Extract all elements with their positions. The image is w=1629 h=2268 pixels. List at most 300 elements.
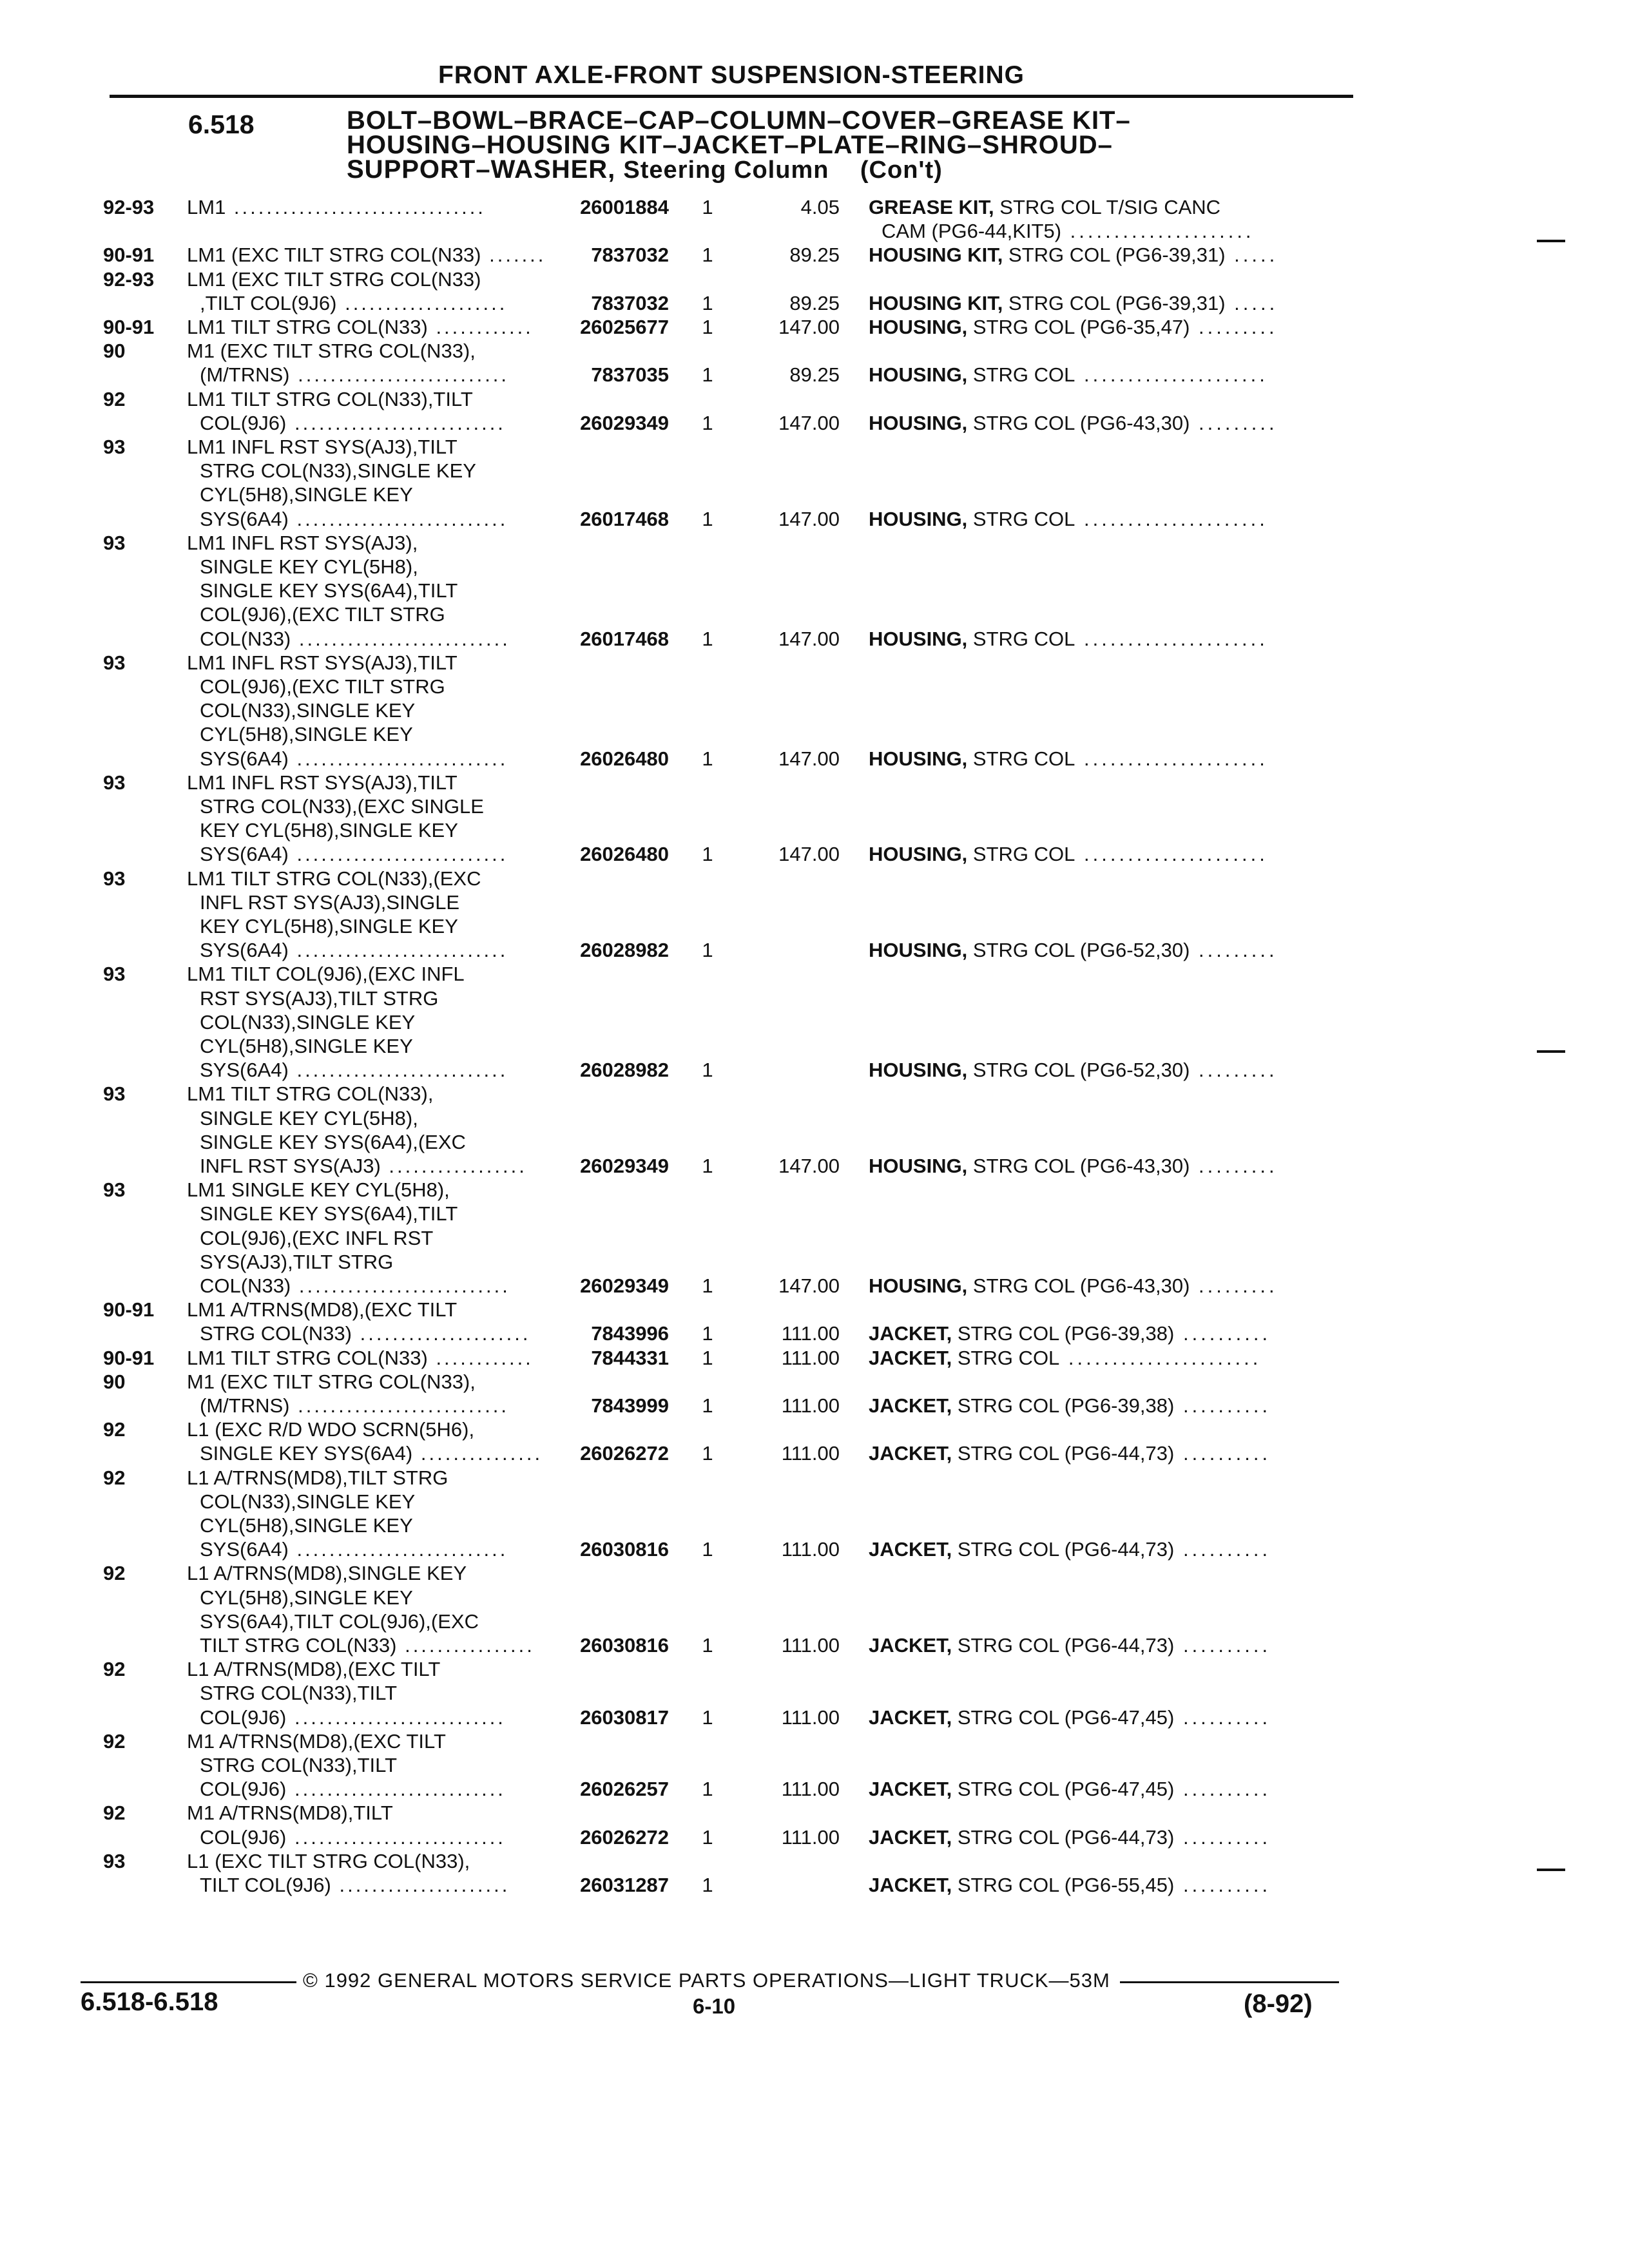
row-description-text: (M/TRNS) xyxy=(200,363,290,387)
table-row xyxy=(0,243,1629,267)
row-description-line xyxy=(200,1514,413,1537)
footer-copyright: © 1992 GENERAL MOTORS SERVICE PARTS OPERATIONS—LIGHT TRUCK—53M xyxy=(303,1969,1110,1992)
table-row xyxy=(0,867,1629,963)
table-row xyxy=(0,339,1629,387)
row-year: 92 xyxy=(103,1658,126,1681)
row-description-text: SYS(6A4),TILT COL(9J6),(EXC xyxy=(200,1610,479,1633)
row-year: 92 xyxy=(103,387,126,410)
row-description-line xyxy=(200,986,438,1010)
row-price: 111.00 xyxy=(781,1346,840,1369)
row-part-name-keyword: HOUSING, xyxy=(869,627,968,650)
row-part-name-text: STRG COL xyxy=(957,1346,1060,1369)
row-price: 89.25 xyxy=(789,244,840,267)
footer-rule-right xyxy=(1120,1981,1339,1983)
row-part-name xyxy=(869,938,1278,962)
row-description-line xyxy=(187,1561,467,1585)
row-part-name-text: STRG COL (PG6-39,38) xyxy=(957,1322,1175,1345)
row-quantity: 1 xyxy=(702,1394,713,1417)
row-description-text: LM1 TILT COL(9J6),(EXC INFL xyxy=(187,963,465,986)
row-year: 90-91 xyxy=(103,1298,155,1321)
row-part-number: 26029349 xyxy=(580,1154,669,1177)
leader-dots: ..................... xyxy=(1075,843,1268,866)
row-price: 147.00 xyxy=(778,411,840,434)
row-part-name xyxy=(869,1274,1278,1298)
row-description-line xyxy=(200,1154,527,1178)
section-title xyxy=(347,108,1313,182)
leader-dots: .......... xyxy=(1174,1394,1271,1417)
table-row xyxy=(0,387,1629,435)
leader-dots: .......................... xyxy=(289,363,510,387)
row-quantity: 1 xyxy=(702,1873,713,1896)
row-description-line xyxy=(200,1106,418,1130)
row-description-line xyxy=(200,890,459,914)
row-description-text: COL(N33),SINGLE KEY xyxy=(200,699,416,722)
row-description-line xyxy=(187,867,481,890)
row-description-line xyxy=(200,1010,415,1034)
leader-dots: .......... xyxy=(1174,1322,1271,1345)
row-part-name xyxy=(869,1321,1271,1345)
row-description-text: LM1 xyxy=(187,196,226,218)
row-part-name-text: STRG COL xyxy=(972,843,1075,866)
row-part-name-keyword: JACKET, xyxy=(869,1873,952,1896)
row-description-line xyxy=(200,627,510,651)
row-part-number: 26028982 xyxy=(580,1059,669,1082)
row-description-text: CYL(5H8),SINGLE KEY xyxy=(200,1586,413,1609)
leader-dots: ............ xyxy=(427,316,534,338)
row-description-text: RST SYS(AJ3),TILT STRG xyxy=(200,986,439,1010)
row-part-name xyxy=(869,627,1268,651)
row-year: 93 xyxy=(103,771,126,794)
row-description-text: STRG COL(N33),TILT xyxy=(200,1753,398,1776)
leader-dots: ................ xyxy=(396,1633,535,1657)
row-quantity: 1 xyxy=(702,1346,713,1369)
leader-dots: .......................... xyxy=(291,1274,510,1297)
leader-dots: ............ xyxy=(427,1346,534,1369)
row-description-text: LM1 A/TRNS(MD8),(EXC TILT xyxy=(187,1298,458,1321)
row-quantity: 1 xyxy=(702,1778,713,1801)
row-description-text: COL(N33),SINGLE KEY xyxy=(200,1010,416,1033)
row-description-text: LM1 TILT STRG COL(N33) xyxy=(187,1346,428,1369)
row-description-text: TILT STRG COL(N33) xyxy=(200,1633,397,1657)
leader-dots: ..... xyxy=(1225,291,1278,314)
leader-dots: .......................... xyxy=(288,939,508,962)
row-description-text: COL(9J6),(EXC TILT STRG xyxy=(200,675,445,698)
row-year: 90-91 xyxy=(103,316,155,338)
row-year: 92 xyxy=(103,1802,126,1825)
row-part-name-keyword: HOUSING, xyxy=(869,316,968,338)
row-description-line xyxy=(200,1753,397,1777)
row-part-number: 26029349 xyxy=(580,411,669,434)
row-part-number: 26025677 xyxy=(580,316,669,338)
leader-dots: ..................... xyxy=(351,1322,531,1345)
row-year: 93 xyxy=(103,651,126,674)
row-description-text: COL(9J6) xyxy=(200,1778,287,1801)
row-part-name-keyword: JACKET, xyxy=(869,1346,952,1369)
row-description-line xyxy=(200,363,509,387)
row-description-line xyxy=(200,1274,510,1298)
row-description-line xyxy=(200,1777,506,1801)
row-part-name-text: STRG COL xyxy=(972,747,1075,770)
row-part-name xyxy=(869,747,1268,771)
row-description-line xyxy=(200,1681,397,1705)
row-part-name-keyword: JACKET, xyxy=(869,1778,952,1801)
row-description-line xyxy=(187,531,418,555)
table-row xyxy=(0,315,1629,339)
row-quantity: 1 xyxy=(702,1706,713,1729)
row-description-line xyxy=(187,1178,450,1202)
row-description-line xyxy=(187,387,473,411)
row-description-line xyxy=(200,675,445,698)
row-price: 111.00 xyxy=(781,1442,840,1465)
leader-dots: ..... xyxy=(1225,244,1278,267)
row-description-text: SINGLE KEY SYS(6A4),TILT xyxy=(200,579,458,602)
row-description-text: LM1 TILT STRG COL(N33),TILT xyxy=(187,387,473,410)
leader-dots: ......... xyxy=(1190,1274,1278,1297)
row-part-number: 26026257 xyxy=(580,1778,669,1801)
row-part-name-text: STRG COL (PG6-43,30) xyxy=(972,1274,1190,1297)
row-description-line xyxy=(200,1394,509,1418)
row-part-number: 26026272 xyxy=(580,1825,669,1849)
row-description-line xyxy=(187,1082,433,1106)
row-part-name xyxy=(869,842,1268,866)
row-part-name xyxy=(869,1777,1271,1801)
row-description-text: L1 A/TRNS(MD8),TILT STRG xyxy=(187,1466,448,1489)
row-part-name xyxy=(869,195,1220,219)
row-description-text: LM1 TILT STRG COL(N33) xyxy=(187,316,428,338)
leader-dots: .......................... xyxy=(289,1394,510,1417)
row-part-name xyxy=(869,1825,1271,1849)
row-description-text: LM1 TILT STRG COL(N33), xyxy=(187,1082,434,1106)
row-description-text: LM1 INFL RST SYS(AJ3),TILT xyxy=(187,436,458,458)
table-row xyxy=(0,1178,1629,1298)
row-description-text: CYL(5H8),SINGLE KEY xyxy=(200,483,413,506)
row-part-number: 26030817 xyxy=(580,1706,669,1729)
row-part-name-text: STRG COL (PG6-44,73) xyxy=(957,1825,1175,1849)
leader-dots: ............................... xyxy=(226,196,486,218)
row-quantity: 1 xyxy=(702,411,713,434)
row-description-line xyxy=(200,722,413,746)
row-part-name xyxy=(869,1154,1278,1178)
row-description-text: ,TILT COL(9J6) xyxy=(200,291,337,314)
row-description-text: SINGLE KEY SYS(6A4) xyxy=(200,1442,413,1465)
row-description-text: L1 A/TRNS(MD8),SINGLE KEY xyxy=(187,1562,467,1585)
row-part-name-text: STRG COL (PG6-52,30) xyxy=(972,939,1190,962)
page-title: FRONT AXLE-FRONT SUSPENSION-STEERING xyxy=(438,61,1025,89)
row-description-text: M1 A/TRNS(MD8),TILT xyxy=(187,1802,393,1825)
row-price: 89.25 xyxy=(789,363,840,387)
row-price: 111.00 xyxy=(781,1825,840,1849)
row-description-line xyxy=(200,818,458,842)
row-description-text: KEY CYL(5H8),SINGLE KEY xyxy=(200,819,458,842)
row-quantity: 1 xyxy=(702,244,713,267)
row-part-name xyxy=(869,1706,1271,1729)
footer-section-range: 6.518-6.518 xyxy=(81,1988,218,2016)
row-price: 111.00 xyxy=(781,1394,840,1417)
table-row xyxy=(0,1418,1629,1465)
row-year: 92-93 xyxy=(103,196,155,218)
row-part-number: 26017468 xyxy=(580,627,669,650)
row-description-line xyxy=(200,842,508,866)
row-part-number: 26026480 xyxy=(580,747,669,770)
row-description-text: SYS(AJ3),TILT STRG xyxy=(200,1250,394,1273)
row-description-line xyxy=(200,1130,466,1154)
table-row xyxy=(0,1561,1629,1657)
row-description-line xyxy=(187,435,458,459)
row-description-text: COL(9J6) xyxy=(200,1825,287,1849)
row-part-name-keyword: HOUSING, xyxy=(869,843,968,866)
row-part-name-keyword: HOUSING, xyxy=(869,363,968,387)
row-price: 147.00 xyxy=(778,1274,840,1297)
row-part-name-keyword: HOUSING KIT, xyxy=(869,291,1003,314)
row-description-text: INFL RST SYS(AJ3),SINGLE xyxy=(200,890,460,914)
row-description-line xyxy=(187,1466,448,1490)
row-description-text: LM1 (EXC TILT STRG COL(N33) xyxy=(187,244,481,267)
section-title-suffix: Steering Column xyxy=(623,157,829,184)
row-part-name xyxy=(869,1873,1271,1897)
row-part-name-text: STRG COL (PG6-47,45) xyxy=(957,1706,1175,1729)
row-description-text: STRG COL(N33),SINGLE KEY xyxy=(200,459,476,483)
row-part-name-text: STRG COL xyxy=(972,363,1075,387)
row-part-name-text: STRG COL xyxy=(972,627,1075,650)
row-part-name xyxy=(869,315,1278,339)
row-quantity: 1 xyxy=(702,1154,713,1177)
row-description-line xyxy=(200,1537,508,1561)
footer-page-number: 6-10 xyxy=(693,1994,736,2018)
row-description-text: COL(9J6) xyxy=(200,411,287,434)
row-part-name-keyword: JACKET, xyxy=(869,1322,952,1345)
row-description-line xyxy=(200,1250,393,1274)
table-row xyxy=(0,1298,1629,1345)
row-price: 111.00 xyxy=(781,1538,840,1561)
row-description-line xyxy=(200,291,507,315)
section-title-line xyxy=(347,157,1313,182)
row-description-text: CYL(5H8),SINGLE KEY xyxy=(200,1034,413,1057)
row-quantity: 1 xyxy=(702,1538,713,1561)
row-part-number: 7837032 xyxy=(591,244,669,267)
table-row xyxy=(0,531,1629,651)
row-description-line xyxy=(187,1849,470,1873)
row-part-name-text: STRG COL (PG6-43,30) xyxy=(972,1154,1190,1177)
row-description-text: STRG COL(N33) xyxy=(200,1322,352,1345)
row-year: 92 xyxy=(103,1466,126,1489)
leader-dots: .......................... xyxy=(286,1706,506,1729)
row-description-line xyxy=(200,1321,530,1345)
leader-dots: .......... xyxy=(1174,1442,1271,1465)
leader-dots: .......................... xyxy=(288,1538,508,1561)
row-description-line xyxy=(187,1729,446,1753)
row-description-text: COL(9J6),(EXC INFL RST xyxy=(200,1226,434,1249)
row-description-text: SINGLE KEY SYS(6A4),(EXC xyxy=(200,1130,466,1153)
row-year: 90-91 xyxy=(103,1346,155,1369)
leader-dots: ..................... xyxy=(1075,627,1268,650)
row-part-name-keyword: HOUSING, xyxy=(869,1274,968,1297)
row-description-text: SINGLE KEY SYS(6A4),TILT xyxy=(200,1202,458,1225)
row-part-name xyxy=(869,243,1278,267)
row-part-name-keyword: JACKET, xyxy=(869,1394,952,1417)
row-quantity: 1 xyxy=(702,363,713,387)
row-description-text: LM1 TILT STRG COL(N33),(EXC xyxy=(187,867,481,890)
row-description-text: COL(N33) xyxy=(200,627,291,650)
row-year: 90 xyxy=(103,340,126,363)
row-part-name-text: STRG COL (PG6-35,47) xyxy=(972,316,1190,338)
table-row xyxy=(0,651,1629,771)
row-description-line xyxy=(200,794,484,818)
row-description-line xyxy=(200,1825,506,1849)
section-title-line: BOLT–BOWL–BRACE–CAP–COLUMN–COVER–GREASE KIT– xyxy=(347,106,1131,135)
row-description-line xyxy=(187,339,476,363)
row-description-text: M1 A/TRNS(MD8),(EXC TILT xyxy=(187,1729,446,1753)
row-description-text: TILT COL(9J6) xyxy=(200,1873,331,1896)
row-description-text: COL(N33),SINGLE KEY xyxy=(200,1490,416,1513)
table-row xyxy=(0,1729,1629,1802)
row-quantity: 1 xyxy=(702,1322,713,1345)
leader-dots: .......................... xyxy=(286,411,506,434)
row-quantity: 1 xyxy=(702,747,713,770)
margin-tick xyxy=(1537,240,1565,242)
row-description-text: CYL(5H8),SINGLE KEY xyxy=(200,1514,413,1537)
table-row xyxy=(0,771,1629,867)
row-description-text: COL(N33) xyxy=(200,1274,291,1297)
row-description-line xyxy=(200,747,508,771)
leader-dots: ................. xyxy=(380,1154,527,1177)
row-price: 111.00 xyxy=(781,1322,840,1345)
row-part-name xyxy=(869,1394,1271,1418)
row-part-number: 7837035 xyxy=(591,363,669,387)
row-description-line xyxy=(200,1586,413,1610)
header-rule xyxy=(110,95,1353,98)
row-description-text: L1 (EXC TILT STRG COL(N33), xyxy=(187,1849,470,1872)
row-description-line xyxy=(200,459,476,483)
row-description-line xyxy=(200,555,418,579)
table-row xyxy=(0,1801,1629,1849)
row-year: 92 xyxy=(103,1418,126,1441)
leader-dots: ......... xyxy=(1190,316,1278,338)
row-description-line xyxy=(200,698,415,722)
row-description-text: KEY CYL(5H8),SINGLE KEY xyxy=(200,914,458,937)
row-quantity: 1 xyxy=(702,1059,713,1082)
row-description-line xyxy=(200,1441,543,1465)
row-description-text: M1 (EXC TILT STRG COL(N33), xyxy=(187,1370,476,1393)
row-description-line xyxy=(200,1610,479,1633)
row-description-text: L1 A/TRNS(MD8),(EXC TILT xyxy=(187,1658,441,1681)
row-part-name xyxy=(869,1633,1271,1657)
row-part-name-text: STRG COL (PG6-43,30) xyxy=(972,411,1190,434)
row-part-name-text: STRG COL (PG6-44,73) xyxy=(957,1538,1175,1561)
row-quantity: 1 xyxy=(702,291,713,314)
row-part-number: 26026480 xyxy=(580,843,669,866)
margin-tick xyxy=(1537,1050,1565,1053)
row-description-line xyxy=(200,1226,433,1250)
row-year: 93 xyxy=(103,867,126,890)
leader-dots: ....... xyxy=(481,244,546,267)
row-part-name-text: STRG COL (PG6-52,30) xyxy=(972,1059,1190,1082)
row-description-line xyxy=(200,1633,535,1657)
row-quantity: 1 xyxy=(702,627,713,650)
row-description-line xyxy=(187,243,546,267)
row-description-text: SYS(6A4) xyxy=(200,507,289,530)
leader-dots: .......................... xyxy=(288,843,508,866)
row-part-number: 26029349 xyxy=(580,1274,669,1297)
row-part-name xyxy=(869,507,1268,531)
row-quantity: 1 xyxy=(702,1825,713,1849)
row-description-line xyxy=(200,507,508,531)
row-description-text: STRG COL(N33),(EXC SINGLE xyxy=(200,794,484,818)
row-price: 147.00 xyxy=(778,747,840,770)
row-part-name-keyword: HOUSING, xyxy=(869,507,968,530)
row-price: 111.00 xyxy=(781,1778,840,1801)
row-price: 111.00 xyxy=(781,1706,840,1729)
row-price: 111.00 xyxy=(781,1633,840,1657)
row-description-line xyxy=(200,483,413,506)
row-description-line xyxy=(200,579,458,602)
row-description-line xyxy=(187,1298,457,1321)
row-part-name xyxy=(869,1537,1271,1561)
row-part-name-text: STRG COL (PG6-39,38) xyxy=(957,1394,1175,1417)
leader-dots: .......................... xyxy=(288,507,508,530)
footer-date: (8-92) xyxy=(1244,1990,1313,2018)
leader-dots: .......... xyxy=(1174,1633,1271,1657)
row-part-name-text: CAM (PG6-44,KIT5) xyxy=(882,220,1062,243)
row-description-line xyxy=(187,1657,440,1681)
section-number: 6.518 xyxy=(188,110,255,139)
row-year: 93 xyxy=(103,1178,126,1202)
row-part-name-text: STRG COL T/SIG CANC xyxy=(999,196,1221,218)
leader-dots: .......... xyxy=(1174,1778,1271,1801)
row-description-text: LM1 SINGLE KEY CYL(5H8), xyxy=(187,1178,450,1202)
row-part-name-text: STRG COL (PG6-55,45) xyxy=(957,1873,1175,1896)
leader-dots: .......... xyxy=(1174,1538,1271,1561)
row-part-name-keyword: JACKET, xyxy=(869,1538,952,1561)
row-description-line xyxy=(187,1370,476,1394)
row-part-number: 26017468 xyxy=(580,507,669,530)
row-description-text: STRG COL(N33),TILT xyxy=(200,1682,398,1705)
row-price: 147.00 xyxy=(778,316,840,338)
row-description-line xyxy=(200,411,506,435)
leader-dots: .......................... xyxy=(288,1059,508,1082)
leader-dots: ......... xyxy=(1190,411,1278,434)
row-description-text: INFL RST SYS(AJ3) xyxy=(200,1154,381,1177)
row-description-text: COL(9J6),(EXC TILT STRG xyxy=(200,603,445,626)
row-part-name-keyword: JACKET, xyxy=(869,1825,952,1849)
row-part-name-keyword: GREASE KIT, xyxy=(869,196,994,218)
row-part-number: 26030816 xyxy=(580,1633,669,1657)
row-description-line xyxy=(187,1801,393,1825)
row-price: 147.00 xyxy=(778,843,840,866)
leader-dots: ...................... xyxy=(1059,1346,1262,1369)
row-quantity: 1 xyxy=(702,507,713,530)
row-part-name-text: STRG COL (PG6-39,31) xyxy=(1008,244,1226,267)
row-description-text: LM1 INFL RST SYS(AJ3),TILT xyxy=(187,771,458,794)
row-part-number: 26030816 xyxy=(580,1538,669,1561)
leader-dots: .......... xyxy=(1174,1825,1271,1849)
row-part-name-keyword: HOUSING, xyxy=(869,1154,968,1177)
row-description-text: SINGLE KEY CYL(5H8), xyxy=(200,1106,418,1129)
table-row xyxy=(0,1370,1629,1418)
row-part-name-keyword: HOUSING, xyxy=(869,747,968,770)
leader-dots: ......... xyxy=(1190,1059,1278,1082)
leader-dots: ..................... xyxy=(1075,363,1268,387)
row-part-number: 7843996 xyxy=(591,1322,669,1345)
footer-rule-left xyxy=(81,1981,296,1983)
row-description-line xyxy=(200,1706,506,1729)
section-title-cont: (Con't) xyxy=(860,157,943,184)
table-row xyxy=(0,195,1629,243)
row-description-line xyxy=(187,315,534,339)
table-row xyxy=(0,1082,1629,1178)
row-description-line xyxy=(200,938,508,962)
row-description-line xyxy=(200,1202,458,1225)
row-part-name-keyword: HOUSING, xyxy=(869,1059,968,1082)
